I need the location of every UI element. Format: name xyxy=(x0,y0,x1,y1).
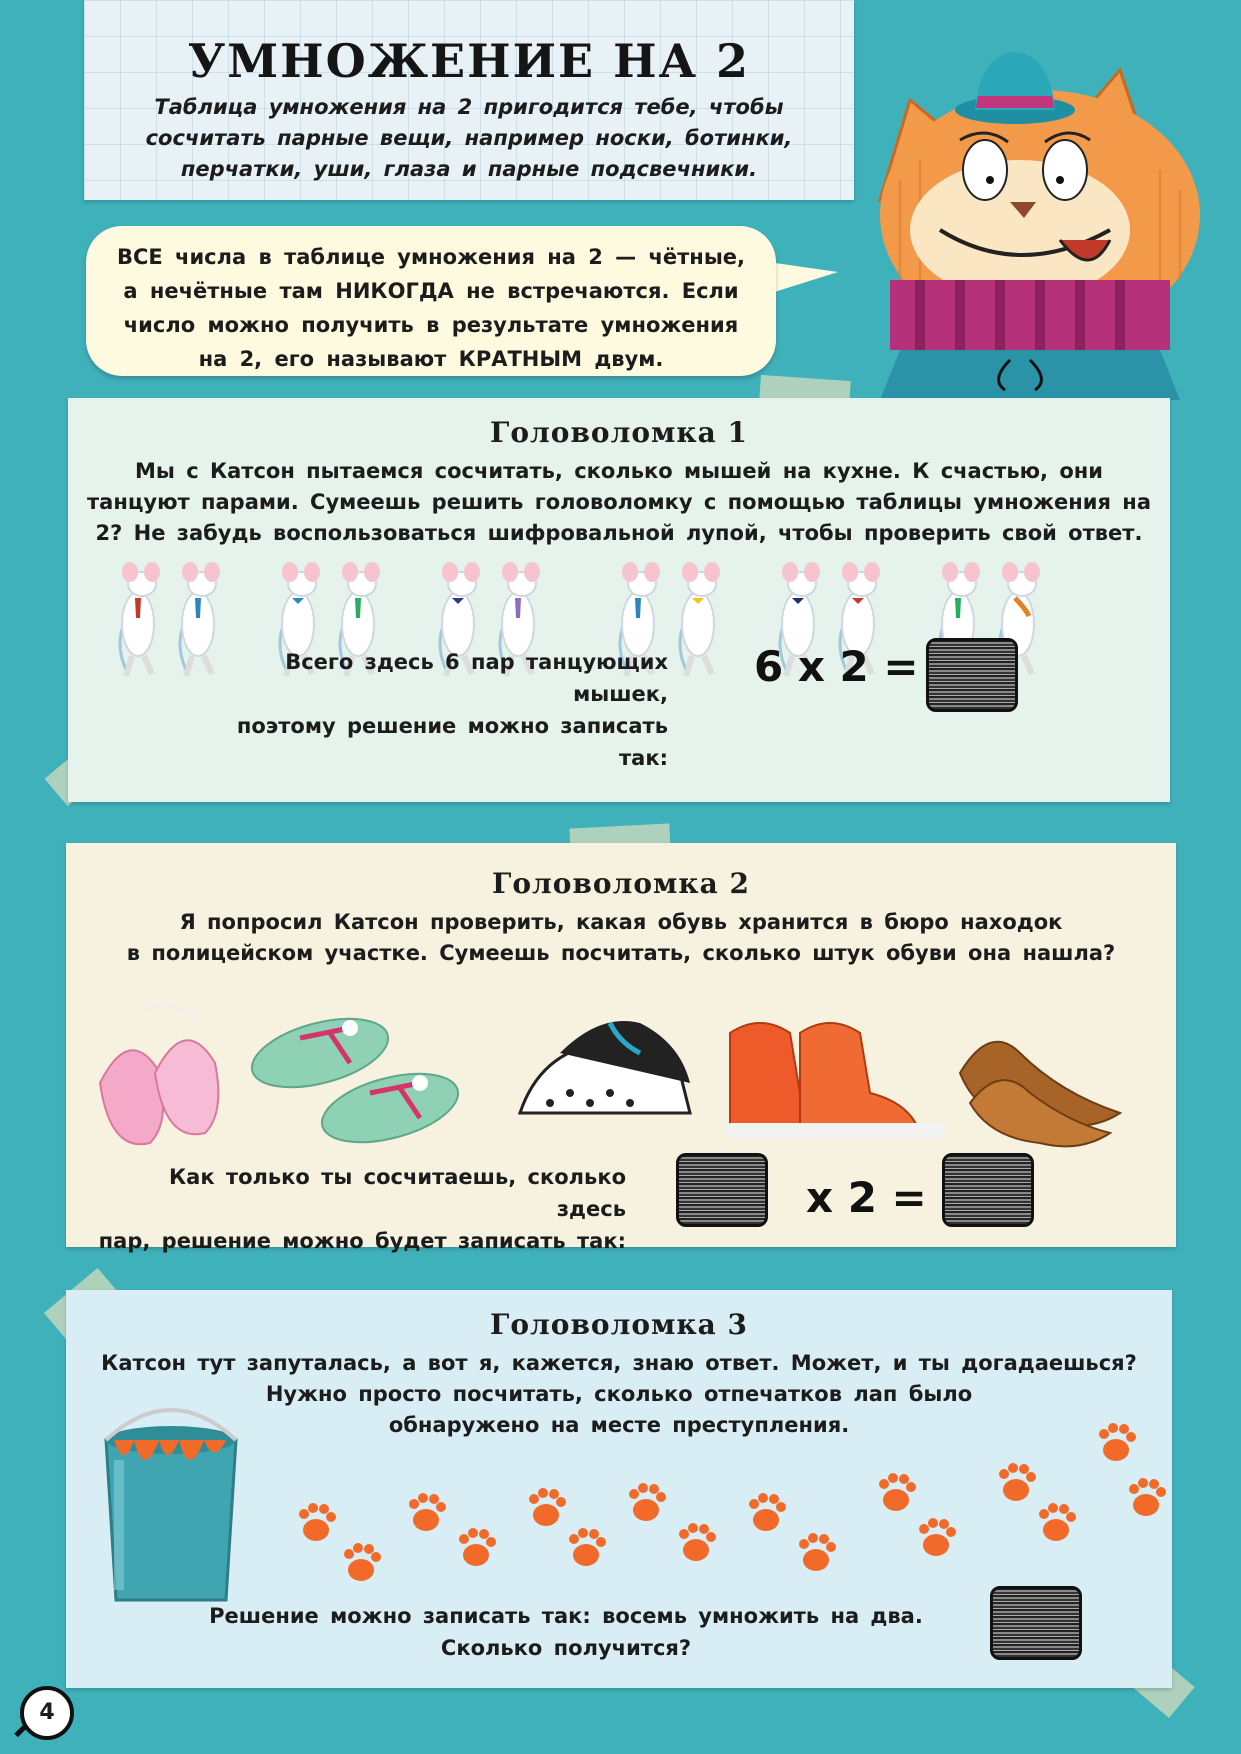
puzzle-2-panel xyxy=(66,843,1176,1253)
puzzle-1-line: танцуют парами. Сумеешь решить головоломку с помощью таблицы умножения на xyxy=(86,490,1151,514)
puzzle-1-text xyxy=(82,456,1156,549)
puzzle-1-panel xyxy=(68,398,1170,802)
puzzle-2-line: Я попросил Катсон проверить, какая обувь хранится в бюро находок xyxy=(179,910,1063,934)
puzzle-2-solution-text xyxy=(96,1161,626,1257)
solution-line: Как только ты сосчитаешь, сколько здесь xyxy=(169,1165,626,1221)
puzzle-3-solution-text xyxy=(146,1600,986,1664)
solution-line: пар, решение можно будет записать так: xyxy=(98,1229,626,1253)
puzzle-1-equation: 6 x 2 = xyxy=(754,642,919,691)
shoes-illustration xyxy=(80,993,1160,1163)
football-boots xyxy=(520,1021,690,1113)
page-title: УМНОЖЕНИЕ НА 2 xyxy=(187,34,751,88)
puzzle-1-solution-text xyxy=(188,646,668,774)
bubble-line: ВСЕ числа в таблице умножения на 2 — чётные, xyxy=(116,245,746,269)
puzzle-1-title: Головоломка 1 xyxy=(490,416,748,449)
puzzle-2-pairs-box[interactable] xyxy=(676,1153,768,1227)
bubble-line: а нечётные там НИКОГДА не встречаются. Если xyxy=(123,279,739,303)
brown-shoes xyxy=(960,1042,1120,1147)
flip-flops xyxy=(245,1006,466,1155)
speech-bubble xyxy=(86,226,776,376)
puzzle-2-line: в полицейском участке. Сумеешь посчитать, сколько штук обуви она нашла? xyxy=(126,941,1116,965)
cat-illustration xyxy=(840,30,1220,400)
page-subtitle xyxy=(144,92,794,185)
solution-line: Всего здесь 6 пар танцующих мышек, xyxy=(285,650,668,706)
subtitle-line: Таблица умножения на 2 пригодится тебе, чтобы xyxy=(154,95,784,119)
solution-line: Решение можно записать так: восемь умножить на два. xyxy=(209,1604,923,1628)
puzzle-3-title: Головоломка 3 xyxy=(490,1308,748,1341)
puzzle-3-panel xyxy=(66,1290,1172,1688)
solution-line: Сколько получится? xyxy=(440,1636,692,1660)
solution-line: поэтому решение можно записать так: xyxy=(236,714,668,770)
paw-prints-illustration xyxy=(286,1420,1166,1590)
puzzle-2-title: Головоломка 2 xyxy=(492,867,750,900)
bubble-line: на 2, его называют КРАТНЫМ двум. xyxy=(198,347,664,371)
bubble-tail xyxy=(768,262,838,294)
bubble-text xyxy=(86,240,776,376)
puzzle-3-answer-box[interactable] xyxy=(990,1586,1082,1660)
subtitle-line: сосчитать парные вещи, например носки, ботинки, xyxy=(145,126,793,150)
puzzle-2-equation: x 2 = xyxy=(806,1173,927,1222)
page-number-magnifier: 4 xyxy=(20,1686,74,1740)
paint-bucket-illustration xyxy=(86,1400,256,1610)
puzzle-3-line: Нужно просто посчитать, сколько отпечатков лап было xyxy=(265,1382,973,1406)
title-panel xyxy=(84,0,854,200)
puzzle-3-line: Катсон тут запуталась, а вот я, кажется, знаю ответ. Может, и ты догадаешься? xyxy=(101,1351,1137,1375)
bubble-line: число можно получить в результате умножения xyxy=(123,313,739,337)
red-sneakers xyxy=(725,1023,945,1139)
puzzle-1-line: 2? Не забудь воспользоваться шифровальной лупой, чтобы проверить свой ответ. xyxy=(95,521,1143,545)
subtitle-line: перчатки, уши, глаза и парные подсвечники. xyxy=(180,157,758,181)
puzzle-2-answer-box[interactable] xyxy=(942,1153,1034,1227)
puzzle-1-line: Мы с Катсон пытаемся сосчитать, сколько мышей на кухне. К счастью, они xyxy=(135,459,1103,483)
puzzle-1-answer-box[interactable] xyxy=(926,638,1018,712)
ballet-shoes xyxy=(100,1005,218,1144)
puzzle-3-line: обнаружено на месте преступления. xyxy=(388,1413,850,1437)
puzzle-2-text xyxy=(86,907,1156,969)
